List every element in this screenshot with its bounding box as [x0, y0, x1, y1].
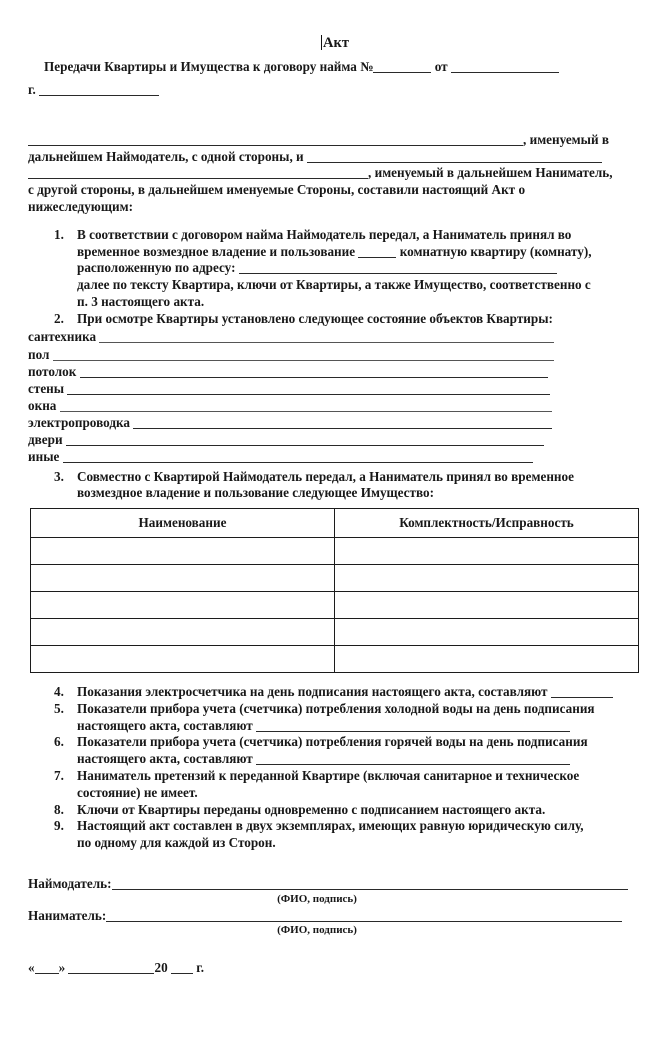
clause-item-8	[0, 802, 670, 819]
preamble-line-1-text: , именуемый в	[523, 131, 609, 147]
table-cell-condition[interactable]	[335, 619, 639, 646]
year-suffix: г.	[196, 960, 205, 976]
object-blank[interactable]	[63, 450, 533, 464]
table-row	[31, 646, 639, 673]
clause-list-first	[0, 227, 670, 328]
document-title-row	[0, 34, 670, 52]
object-row-potolok	[28, 363, 670, 380]
subtitle-from-label: от	[434, 59, 448, 75]
city-prefix: г.	[28, 82, 36, 98]
clause-1-line-1: В соответствии с договором найма Наймодатель передал, а Наниматель принял во	[77, 226, 572, 242]
table-cell-name[interactable]	[31, 565, 335, 592]
date-quote-close: »	[58, 960, 66, 976]
table-row	[31, 592, 639, 619]
clause-item-2	[0, 311, 670, 328]
table-cell-name[interactable]	[31, 592, 335, 619]
clause-8-line-1: Ключи от Квартиры переданы одновременно с подписанием настоящего акта.	[77, 801, 546, 817]
preamble-line-2-text: дальнейшем Наймодатель, с одной стороны, и	[28, 148, 304, 164]
object-label: сантехника	[28, 329, 97, 345]
contract-number-blank[interactable]	[373, 60, 431, 74]
subtitle-text: Передачи Квартиры и Имущества к договору найма №	[44, 59, 374, 75]
clause-5-text: настоящего акта, составляют	[77, 717, 253, 733]
clause-9-line-1: Настоящий акт составлен в двух экземплярах, имеющих равную юридическую силу,	[77, 818, 584, 834]
clause-item-6	[0, 734, 670, 768]
clause-item-7	[0, 768, 670, 802]
landlord-signature-blank[interactable]	[112, 876, 628, 890]
clause-7-line-1: Наниматель претензий к переданной Квартире (включая санитарное и техническое	[77, 767, 580, 783]
page-title: Акт	[323, 35, 349, 51]
object-label: стены	[28, 380, 65, 396]
clause-7-line-2: состояние) не имеет.	[77, 784, 198, 800]
clause-1-line-2	[77, 244, 640, 261]
clause-6-text: настоящего акта, составляют	[77, 751, 253, 767]
table-cell-name[interactable]	[31, 646, 335, 673]
city-line	[0, 82, 670, 99]
text-caret	[321, 35, 322, 50]
preamble-line-3-text: , именуемый в дальнейшем Наниматель,	[368, 165, 613, 181]
city-blank[interactable]	[39, 83, 159, 97]
object-blank[interactable]	[66, 433, 544, 447]
object-row-dveri	[28, 431, 670, 448]
table-row	[31, 565, 639, 592]
landlord-signature-row	[28, 876, 640, 893]
table-header-name: Наименование	[31, 509, 335, 538]
clause-1-line-4: далее по тексту Квартира, ключи от Квартиры, а также Имущество, соответственно с	[77, 277, 591, 293]
table-cell-name[interactable]	[31, 619, 335, 646]
clause-5-line-1: Показатели прибора учета (счетчика) потребления холодной воды на день подписания	[77, 700, 595, 716]
electric-meter-blank[interactable]	[551, 685, 613, 699]
table-cell-condition[interactable]	[335, 592, 639, 619]
clause-6-line-1: Показатели прибора учета (счетчика) потребления горячей воды на день подписания	[77, 734, 588, 750]
clause-item-9	[0, 818, 670, 852]
object-label: иные	[28, 449, 60, 465]
tenant-label: Наниматель:	[28, 907, 107, 923]
clause-1-address-label: расположенную по адресу:	[77, 260, 236, 276]
clause-1-line-5: п. 3 настоящего акта.	[77, 293, 205, 309]
table-cell-condition[interactable]	[335, 538, 639, 565]
day-blank[interactable]	[35, 961, 59, 975]
clause-3-line-2: возмездное владение и пользование следующее Имущество:	[77, 485, 435, 501]
object-blank[interactable]	[53, 347, 554, 361]
tenant-name-blank-b[interactable]	[28, 166, 368, 180]
table-cell-condition[interactable]	[335, 565, 639, 592]
object-label: электропроводка	[28, 415, 130, 431]
landlord-name-blank[interactable]	[28, 132, 523, 146]
address-blank[interactable]	[239, 261, 557, 275]
clause-item-4	[0, 684, 670, 701]
object-blank[interactable]	[60, 398, 552, 412]
clause-3-line-1: Совместно с Квартирой Наймодатель передал, а Наниматель принял во временное	[77, 468, 574, 484]
preamble-line-3	[28, 165, 640, 182]
clause-1-line-3	[77, 260, 640, 277]
object-blank[interactable]	[80, 364, 548, 378]
object-label: пол	[28, 346, 50, 362]
table-cell-condition[interactable]	[335, 646, 639, 673]
tenant-name-blank-a[interactable]	[307, 149, 602, 163]
object-label: потолок	[28, 363, 77, 379]
table-row	[31, 619, 639, 646]
clause-9-line-2: по одному для каждой из Сторон.	[77, 835, 276, 851]
object-blank[interactable]	[99, 330, 554, 344]
table-cell-name[interactable]	[31, 538, 335, 565]
clause-6-line-2	[77, 751, 642, 768]
room-count-blank[interactable]	[358, 244, 396, 258]
cold-water-meter-blank[interactable]	[256, 718, 570, 732]
clause-item-1	[0, 227, 670, 311]
clause-list-rest	[0, 684, 670, 852]
object-row-steny	[28, 380, 670, 397]
object-row-santehnika	[28, 328, 670, 345]
clause-list-three	[0, 469, 670, 503]
preamble	[0, 132, 670, 216]
clause-5-line-2	[77, 718, 642, 735]
tenant-signature-row	[28, 908, 640, 925]
object-row-elektroprovodka	[28, 414, 670, 431]
clause-1-line-3-text: комнатную квартиру (комнату),	[399, 243, 592, 259]
contract-date-blank[interactable]	[451, 60, 559, 74]
tenant-signature-caption: (ФИО, подпись)	[277, 924, 357, 937]
object-label: окна	[28, 397, 57, 413]
preamble-line-5: нижеследующим:	[28, 199, 133, 214]
table-row	[31, 538, 639, 565]
year-prefix: 20	[154, 960, 168, 976]
document-subtitle	[0, 59, 670, 76]
date-quote-open: «	[28, 960, 35, 976]
document-page	[0, 34, 670, 1045]
month-blank[interactable]	[68, 961, 154, 975]
object-row-okna	[28, 397, 670, 414]
clause-item-5	[0, 701, 670, 735]
apartment-objects-list	[0, 328, 670, 465]
clause-1-line-2-text: временное возмездное владение и пользование	[77, 243, 356, 259]
landlord-signature-caption: (ФИО, подпись)	[277, 892, 357, 905]
clause-4-line-1	[77, 684, 642, 701]
object-row-pol	[28, 346, 670, 363]
preamble-line-1	[28, 132, 640, 149]
object-blank[interactable]	[67, 381, 550, 395]
hot-water-meter-blank[interactable]	[256, 752, 570, 766]
date-line	[0, 960, 670, 977]
preamble-line-2	[28, 149, 640, 166]
landlord-label: Наймодатель:	[28, 875, 112, 891]
object-blank[interactable]	[133, 416, 552, 430]
clause-item-3	[0, 469, 670, 503]
table-header-condition: Комплектность/Исправность	[335, 509, 639, 538]
object-row-inye	[28, 448, 670, 465]
clause-2-line-1: При осмотре Квартиры установлено следующее состояние объектов Квартиры:	[77, 310, 553, 326]
property-table	[30, 508, 639, 673]
clause-4-text: Показания электросчетчика на день подписания настоящего акта, составляют	[77, 684, 548, 700]
object-label: двери	[28, 432, 63, 448]
table-header-row	[31, 509, 639, 538]
preamble-line-4: с другой стороны, в дальнейшем именуемые Стороны, составили настоящий Акт о	[28, 182, 526, 198]
signature-block	[0, 876, 670, 938]
year-blank[interactable]	[171, 961, 193, 975]
tenant-signature-blank[interactable]	[106, 908, 622, 922]
